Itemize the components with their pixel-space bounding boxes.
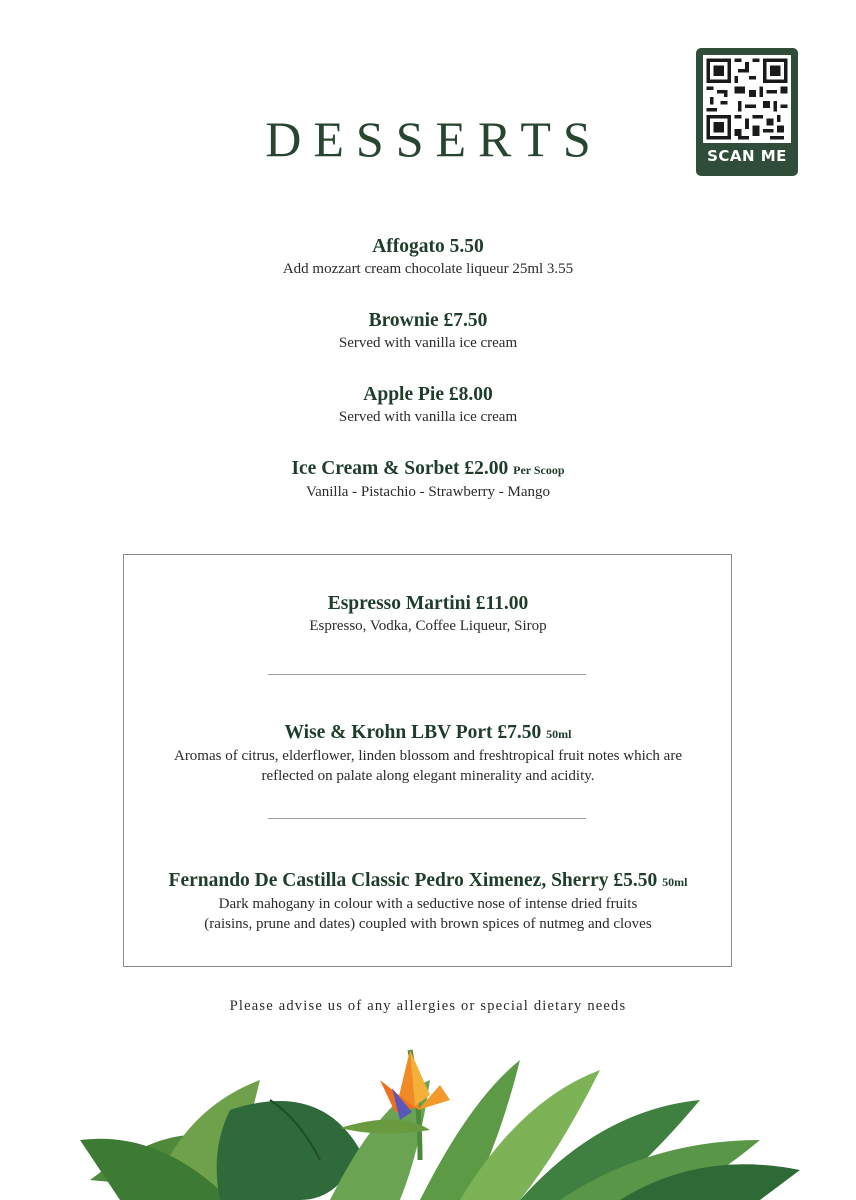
drink-measure: 50ml — [546, 727, 572, 741]
dessert-name: Apple Pie £8.00 — [363, 384, 493, 405]
allergy-notice: Please advise us of any allergies or special dietary needs — [229, 998, 627, 1014]
drink-name-line — [0, 721, 856, 746]
drink-item — [0, 592, 856, 636]
dessert-description: Served with vanilla ice cream — [338, 409, 518, 425]
tropical-leaves-illustration — [0, 1040, 856, 1200]
qr-code[interactable] — [696, 48, 798, 176]
dessert-name: Affogato 5.50 — [372, 236, 484, 257]
dessert-description: Served with vanilla ice cream — [338, 335, 518, 351]
dessert-name: Ice Cream & Sorbet £2.00 — [291, 458, 509, 479]
divider — [268, 818, 586, 819]
drink-description: Aromas of citrus, elderflower, linden blossom and freshtropical fruit notes which are — [173, 748, 682, 764]
drink-description: (raisins, prune and dates) coupled with brown spices of nutmeg and cloves — [204, 916, 652, 932]
dessert-portion-note: Per Scoop — [513, 463, 565, 477]
scan-me-label: SCAN ME — [707, 147, 787, 165]
dessert-name-line — [0, 457, 856, 482]
qr-code-icon — [703, 55, 791, 143]
dessert-item — [0, 457, 856, 502]
dessert-description: Vanilla - Pistachio - Strawberry - Mango — [305, 484, 551, 500]
drink-description: reflected on palate along elegant minerality and acidity. — [261, 768, 595, 784]
dessert-item — [0, 383, 856, 427]
dessert-name: Brownie £7.50 — [368, 310, 488, 331]
drink-name: Wise & Krohn LBV Port £7.50 — [284, 722, 542, 743]
dessert-item — [0, 309, 856, 353]
dessert-description: Add mozzart cream chocolate liqueur 25ml 3.55 — [282, 261, 574, 277]
drink-item — [0, 721, 856, 786]
drink-name-line — [0, 869, 856, 894]
drink-measure: 50ml — [662, 875, 688, 889]
divider — [268, 674, 586, 675]
page-title: DESSERTS — [265, 111, 603, 167]
drink-item — [0, 869, 856, 934]
drink-description: Espresso, Vodka, Coffee Liqueur, Sirop — [309, 618, 547, 634]
dessert-item — [0, 235, 856, 279]
drink-name: Fernando De Castilla Classic Pedro Ximenez, Sherry £5.50 — [168, 870, 658, 891]
drink-name: Espresso Martini £11.00 — [327, 593, 529, 614]
drink-description: Dark mahogany in colour with a seductive nose of intense dried fruits — [218, 896, 638, 912]
